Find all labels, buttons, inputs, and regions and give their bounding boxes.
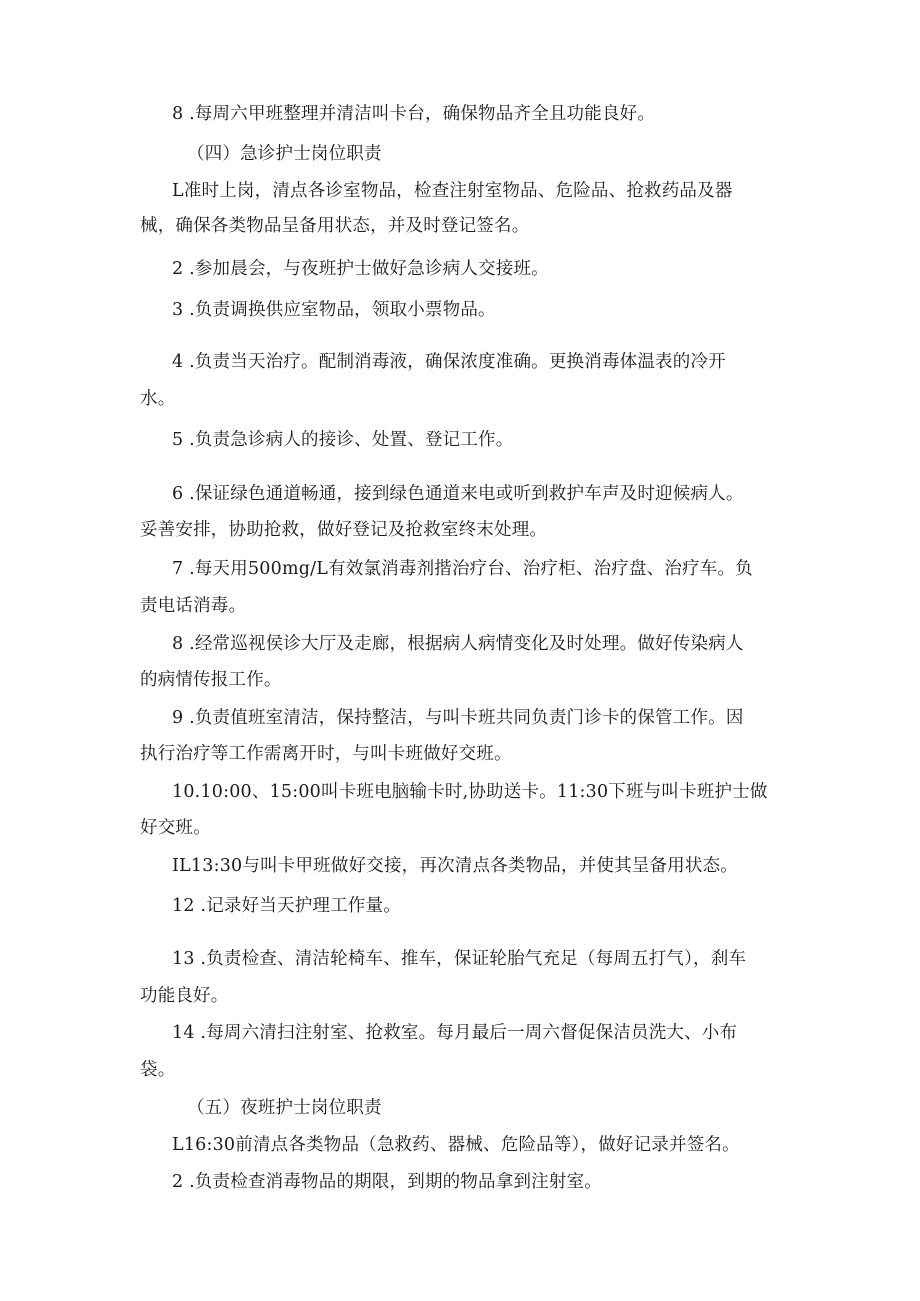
paragraph-line: 9 .负责值班室清洁，保持整洁，与叫卡班共同负责门诊卡的保管工作。因 xyxy=(172,708,744,728)
paragraph-line: 5 .负责急诊病人的接诊、处置、登记工作。 xyxy=(172,430,514,450)
paragraph-line: 2 .负责检查消毒物品的期限，到期的物品拿到注射室。 xyxy=(172,1172,602,1192)
paragraph-line: 妥善安排，协助抢救，做好登记及抢救室终末处理。 xyxy=(140,520,548,540)
paragraph-line: 械，确保各类物品呈备用状态，并及时登记签名。 xyxy=(140,216,530,236)
paragraph-line: IL13:30与叫卡甲班做好交接，再次清点各类物品，并使其呈备用状态。 xyxy=(172,856,738,876)
paragraph-line: 8 .每周六甲班整理并清洁叫卡台，确保物品齐全且功能良好。 xyxy=(172,104,656,124)
paragraph-line: 12 .记录好当天护理工作量。 xyxy=(172,896,401,916)
paragraph-line: 14 .每周六清扫注射室、抢救室。每月最后一周六督促保洁员洗大、小布 xyxy=(172,1023,738,1043)
paragraph-line: 袋。 xyxy=(140,1060,176,1080)
paragraph-line: 13 .负责检查、清洁轮椅车、推车，保证轮胎气充足（每周五打气），刹车 xyxy=(172,949,747,969)
paragraph-line: 的病情传报工作。 xyxy=(140,670,282,690)
paragraph-line: 2 .参加晨会，与夜班护士做好急诊病人交接班。 xyxy=(172,259,549,279)
paragraph-line: 4 .负责当天治疗。配制消毒液，确保浓度准确。更换消毒体温表的冷开 xyxy=(172,352,726,372)
paragraph-line: 6 .保证绿色通道畅通，接到绿色通道来电或听到救护车声及时迎候病人。 xyxy=(172,484,744,504)
paragraph-line: L准时上岗，清点各诊室物品，检查注射室物品、危险品、抢救药品及器 xyxy=(172,181,733,201)
paragraph-line: L16:30前清点各类物品（急救药、器械、危险品等），做好记录并签名。 xyxy=(172,1135,740,1155)
paragraph-line: 执行治疗等工作需离开时，与叫卡班做好交班。 xyxy=(140,744,512,764)
section-heading: （四）急诊护士岗位职责 xyxy=(187,144,382,164)
paragraph-line: 10.10:00、15:00叫卡班电脑输卡时,协助送卡。11:30下班与叫卡班护士做 xyxy=(172,782,768,802)
paragraph-line: 3 .负责调换供应室物品，领取小票物品。 xyxy=(172,300,496,320)
paragraph-line: 8 .经常巡视侯诊大厅及走廊，根据病人病情变化及时处理。做好传染病人 xyxy=(172,634,744,654)
paragraph-line: 水。 xyxy=(140,389,176,409)
paragraph-line: 7 .每天用500mg/L有效氯消毒剂揩治疗台、治疗柜、治疗盘、治疗车。负 xyxy=(172,559,753,579)
section-heading: （五）夜班护士岗位职责 xyxy=(187,1098,382,1118)
paragraph-line: 好交班。 xyxy=(140,818,211,838)
paragraph-line: 责电话消毒。 xyxy=(140,596,247,616)
paragraph-line: 功能良好。 xyxy=(140,986,229,1006)
